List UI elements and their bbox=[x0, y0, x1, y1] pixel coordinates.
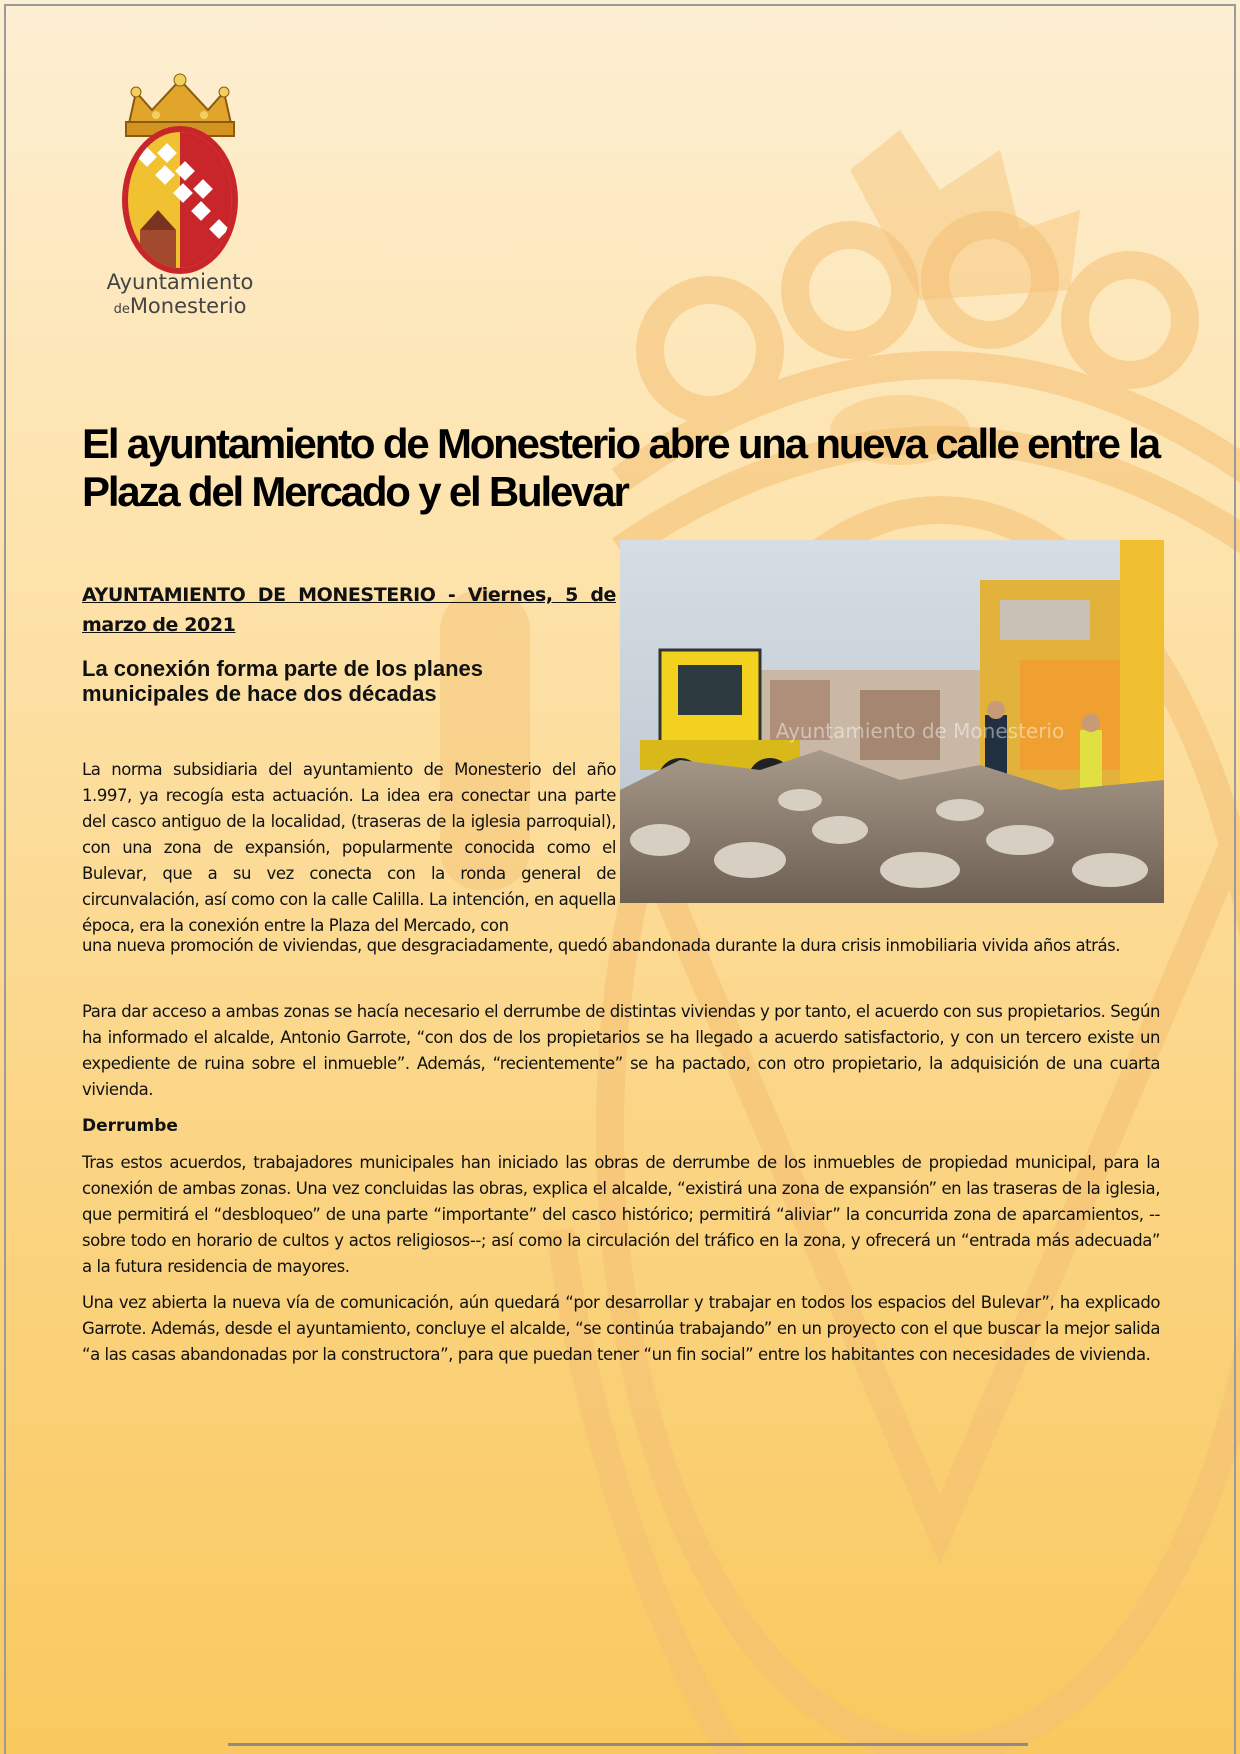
logo-name-line1: Ayuntamiento bbox=[106, 270, 254, 294]
paragraph-2: Para dar acceso a ambas zonas se hacía necesario el derrumbe de distintas viviendas y por tanto, el acuerdo con sus propietarios. Según ha informado el alcalde, Antonio Garrote, “con dos de los propietarios se ha llegado a acuerdo satisfactorio, y con un tercero existe un expediente de ruina sobre el inmueble”. Además, “recientemente” se ha pactado, con otro propietario, la adquisición de una cuarta vivienda. bbox=[82, 1002, 1160, 1099]
article-headline: El ayuntamiento de Monesterio abre una nueva calle entre la Plaza del Mercado y el Bulevar bbox=[82, 420, 1159, 515]
logo-name-line2 bbox=[95, 294, 265, 322]
logo-caption bbox=[95, 270, 265, 322]
paragraph-3: Tras estos acuerdos, trabajadores municipales han iniciado las obras de derrumbe de los inmuebles de propiedad municipal, para la conexión de ambas zonas. Una vez concluidas las obras, explica el alcalde, “existirá una zona de expansión” en las traseras de la iglesia, que permitirá el “desbloqueo” de una parte “importante” del casco histórico; permitirá “aliviar” la concurrida zona de aparcamientos, --sobre todo en horario de cultos y actos religiosos--; así como la circulación del tráfico en la zona, y ofrecerá un “entrada más adecuada” a la futura residencia de mayores. bbox=[82, 1153, 1160, 1276]
logo-name-monesterio: Monesterio bbox=[129, 294, 247, 318]
paragraph-1-wrapped: La norma subsidiaria del ayuntamiento de Monesterio del año 1.997, ya recogía esta actuación. La idea era conectar una parte del casco antiguo de la localidad, (traseras de la iglesia parroquial), con una zona de expansión, popularmente conocida como el Bulevar, que a su vez conecta con la ronda general de circunvalación, así como con la calle Calilla. La intención, en aquella época, era la conexión entre la Plaza del Mercado, con bbox=[82, 760, 616, 935]
photo-watermark-text: Ayuntamiento de Monesterio bbox=[775, 719, 1065, 743]
footer-divider bbox=[228, 1743, 1028, 1746]
paragraph-4: Una vez abierta la nueva vía de comunicación, aún quedará “por desarrollar y trabajar en todos los espacios del Bulevar”, ha explicado Garrote. Además, desde el ayuntamiento, concluye el alcalde, “se continúa trabajando” en un proyecto con el que buscar la mejor salida “a las casas abandonadas por la constructora”, para que puedan tener “un fin social” entre los habitantes con necesidades de vivienda. bbox=[82, 1293, 1160, 1364]
demolition-photo bbox=[620, 540, 1164, 903]
paragraph-1-continued: una nueva promoción de viviendas, que desgraciadamente, quedó abandonada durante la dura crisis inmobiliaria vivida años atrás. bbox=[82, 936, 1121, 955]
article-byline: AYUNTAMIENTO DE MONESTERIO - Viernes, 5 de marzo de 2021 bbox=[82, 584, 616, 636]
article-subtitle: La conexión forma parte de los planes municipales de hace dos décadas bbox=[82, 656, 483, 706]
section-heading: Derrumbe bbox=[82, 1116, 178, 1136]
logo-name-de: de bbox=[113, 302, 130, 317]
